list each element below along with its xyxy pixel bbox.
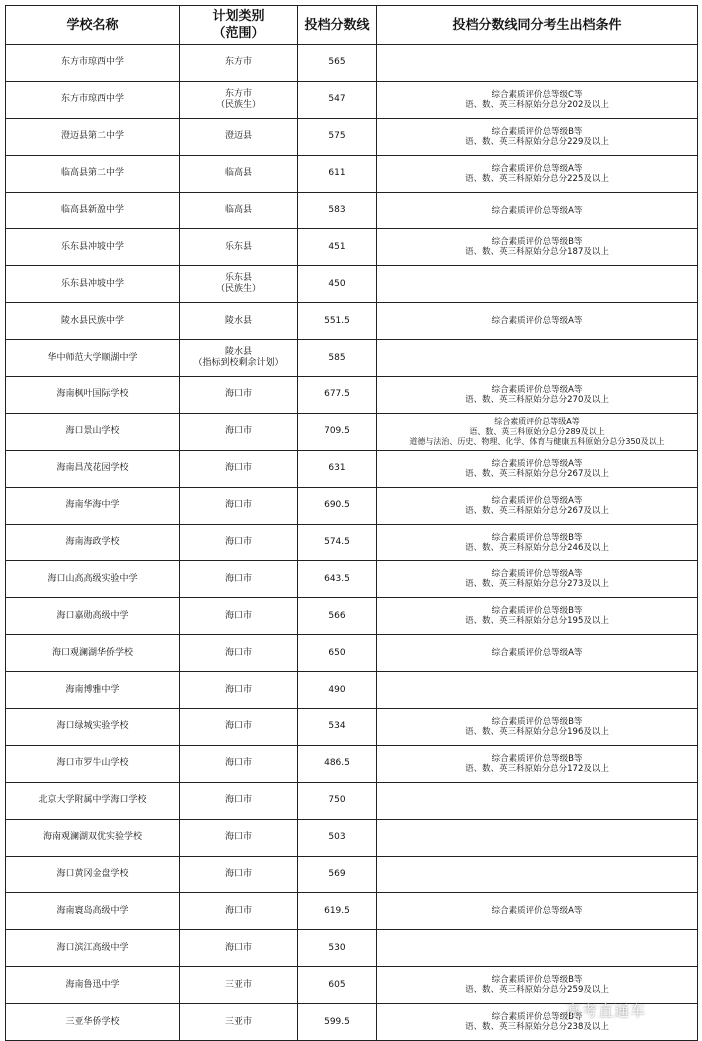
plan-category-line: 东方市 [224,57,252,68]
school-name-cell: 海南鲁迅中学 [6,967,180,1004]
condition-line: 综合素质评价总等级B等 [491,716,583,727]
school-name-cell: 海口滨江高级中学 [6,930,180,967]
school-name-cell: 海南观澜湖双优实验学校 [6,819,180,856]
tie-break-conditions-cell [377,672,698,709]
admission-score-table [5,5,698,1041]
plan-category-cell [180,377,298,414]
tie-break-conditions-cell [377,709,698,746]
plan-category-line: 海口市 [224,942,252,953]
condition-line: 语、数、英三科原始分总分195及以上 [465,616,609,627]
plan-category-line: 乐东县 [224,273,252,284]
table-row [6,598,698,635]
admission-score-cell: 650 [298,635,377,672]
plan-category-line: 海口市 [224,869,252,880]
condition-line: 综合素质评价总等级A等 [494,417,580,427]
plan-category-line: 海口市 [224,500,252,511]
plan-category-cell [180,192,298,229]
plan-category-line: 陵水县 [224,315,252,326]
plan-category-cell [180,450,298,487]
table-row [6,745,698,782]
header-plan-category [180,6,298,45]
tie-break-conditions-cell [377,598,698,635]
school-name-cell: 东方市琼西中学 [6,45,180,82]
school-name-cell: 北京大学附属中学海口学校 [6,782,180,819]
admission-score-cell: 643.5 [298,561,377,598]
school-name-cell: 乐东县冲坡中学 [6,229,180,266]
tie-break-conditions-cell [377,45,698,82]
condition-line: 语、数、英三科原始分总分196及以上 [465,726,609,737]
table-row [6,856,698,893]
header-plan-category-line: 计划类别 [212,9,265,24]
school-name-cell: 澄迈县第二中学 [6,118,180,155]
tie-break-conditions-cell [377,635,698,672]
condition-line: 语、数、英三科原始分总分202及以上 [465,99,609,110]
table-row [6,413,698,450]
condition-line: 综合素质评价总等级A等 [491,569,583,580]
condition-line: 语、数、英三科原始分总分229及以上 [465,136,609,147]
table-row [6,893,698,930]
table-row [6,561,698,598]
condition-line: 语、数、英三科原始分总分267及以上 [465,468,609,479]
plan-category-cell [180,266,298,303]
admission-score-cell: 575 [298,118,377,155]
plan-category-line: 海口市 [224,426,252,437]
school-name-cell: 海南枫叶国际学校 [6,377,180,414]
condition-line: 语、数、英三科原始分总分289及以上 [469,427,605,437]
tie-break-conditions-cell [377,118,698,155]
plan-category-line: 海口市 [224,463,252,474]
condition-line: 语、数、英三科原始分总分172及以上 [465,763,609,774]
admission-score-cell: 530 [298,930,377,967]
school-name-cell: 海口景山学校 [6,413,180,450]
admission-score-cell: 677.5 [298,377,377,414]
condition-line: 综合素质评价总等级A等 [491,458,583,469]
plan-category-cell [180,487,298,524]
table-row [6,303,698,340]
header-plan-category-line: （范围） [212,26,265,41]
plan-category-cell [180,967,298,1004]
plan-category-cell [180,782,298,819]
plan-category-line: 海口市 [224,758,252,769]
plan-category-cell [180,81,298,118]
condition-line: 语、数、英三科原始分总分246及以上 [465,542,609,553]
plan-category-line: 澄迈县 [224,131,252,142]
table-row [6,81,698,118]
plan-category-line: 临高县 [224,205,252,215]
plan-category-line: 海口市 [224,647,252,658]
tie-break-conditions-cell [377,782,698,819]
plan-category-line: （指标到校剩余计划） [193,358,284,369]
table-body [6,45,698,1041]
table-row [6,266,698,303]
school-name-cell: 临高县第二中学 [6,155,180,192]
school-name-cell: 临高县新盈中学 [6,192,180,229]
table-row [6,340,698,377]
plan-category-cell [180,635,298,672]
table-row [6,635,698,672]
plan-category-line: 海口市 [224,610,252,621]
tie-break-conditions-cell [377,229,698,266]
condition-line: 综合素质评价总等级B等 [491,126,583,137]
table-row [6,118,698,155]
table-row [6,377,698,414]
condition-line: 语、数、英三科原始分总分270及以上 [465,394,609,405]
plan-category-line: 海口市 [224,537,252,548]
admission-score-cell: 605 [298,967,377,1004]
condition-line: 综合素质评价总等级B等 [491,606,583,617]
table-header [6,6,698,45]
plan-category-cell [180,598,298,635]
plan-category-cell [180,118,298,155]
plan-category-cell [180,45,298,82]
condition-line: 综合素质评价总等级A等 [491,163,583,174]
plan-category-line: 海口市 [224,573,252,584]
table-row [6,155,698,192]
tie-break-conditions-cell [377,1004,698,1041]
tie-break-conditions-cell [377,745,698,782]
table-row [6,709,698,746]
tie-break-conditions-cell [377,819,698,856]
admission-score-cell: 547 [298,81,377,118]
plan-category-cell [180,1004,298,1041]
tie-break-conditions-cell [377,266,698,303]
plan-category-line: 海口市 [224,905,252,916]
plan-category-cell [180,672,298,709]
table-row [6,450,698,487]
plan-category-line: 海口市 [224,795,252,806]
school-name-cell: 海口嘉勋高级中学 [6,598,180,635]
school-name-cell: 乐东县冲坡中学 [6,266,180,303]
tie-break-conditions-cell [377,81,698,118]
condition-line: 综合素质评价总等级C等 [491,89,583,100]
condition-line: 综合素质评价总等级A等 [491,316,583,327]
tie-break-conditions-cell [377,856,698,893]
admission-score-cell: 750 [298,782,377,819]
tie-break-conditions-cell [377,340,698,377]
condition-line: 综合素质评价总等级B等 [491,1012,583,1023]
tie-break-conditions-cell [377,524,698,561]
table-row [6,229,698,266]
school-name-cell: 海南华海中学 [6,487,180,524]
school-name-cell: 海口观澜湖华侨学校 [6,635,180,672]
condition-line: 综合素质评价总等级A等 [491,648,583,659]
admission-score-cell: 599.5 [298,1004,377,1041]
admission-score-cell: 486.5 [298,745,377,782]
school-name-cell: 海口绿城实验学校 [6,709,180,746]
school-name-cell: 海口山高高级实验中学 [6,561,180,598]
tie-break-conditions-cell [377,377,698,414]
tie-break-conditions-cell [377,450,698,487]
admission-score-cell: 619.5 [298,893,377,930]
plan-category-cell [180,930,298,967]
school-name-cell: 海南昌茂花园学校 [6,450,180,487]
admission-score-cell: 565 [298,45,377,82]
condition-line: 综合素质评价总等级B等 [491,975,583,986]
tie-break-conditions-cell [377,155,698,192]
admission-score-cell: 551.5 [298,303,377,340]
condition-line: 综合素质评价总等级B等 [491,753,583,764]
plan-category-cell [180,745,298,782]
tie-break-conditions-cell [377,413,698,450]
admission-score-cell: 451 [298,229,377,266]
table-row [6,192,698,229]
school-name-cell: 陵水县民族中学 [6,303,180,340]
admission-score-cell: 566 [298,598,377,635]
plan-category-cell [180,561,298,598]
condition-line: 语、数、英三科原始分总分259及以上 [465,985,609,996]
condition-line: 综合素质评价总等级A等 [491,495,583,506]
plan-category-line: 海口市 [224,721,252,732]
table-row [6,782,698,819]
table-row [6,524,698,561]
plan-category-line: 三亚市 [224,1016,252,1027]
admission-score-cell: 569 [298,856,377,893]
admission-score-cell: 611 [298,155,377,192]
admission-score-table-sheet [5,5,697,1041]
admission-score-cell: 583 [298,192,377,229]
condition-line: 语、数、英三科原始分总分225及以上 [465,173,609,184]
header-admission-score: 投档分数线 [298,6,377,45]
condition-line: 语、数、英三科原始分总分267及以上 [465,505,609,516]
plan-category-cell [180,893,298,930]
plan-category-cell [180,524,298,561]
plan-category-cell [180,856,298,893]
school-name-cell: 海南海政学校 [6,524,180,561]
plan-category-line: （民族生） [215,99,261,110]
condition-line: 综合素质评价总等级A等 [491,205,583,216]
admission-score-cell: 503 [298,819,377,856]
table-row [6,672,698,709]
header-row [6,6,698,45]
plan-category-line: 三亚市 [224,979,252,990]
plan-category-cell [180,413,298,450]
condition-line: 综合素质评价总等级B等 [491,532,583,543]
table-row [6,967,698,1004]
plan-category-line: 乐东县 [224,241,252,252]
plan-category-cell [180,709,298,746]
header-school-name: 学校名称 [6,6,180,45]
condition-line: 语、数、英三科原始分总分187及以上 [465,247,609,258]
header-tie-break-conditions: 投档分数线同分考生出档条件 [377,6,698,45]
admission-score-cell: 631 [298,450,377,487]
condition-line: 道德与法治、历史、物理、化学、体育与健康五科原始分总分350及以上 [409,436,665,446]
school-name-cell: 海南寰岛高级中学 [6,893,180,930]
tie-break-conditions-cell [377,893,698,930]
admission-score-cell: 690.5 [298,487,377,524]
tie-break-conditions-cell [377,303,698,340]
plan-category-line: 海口市 [224,832,252,843]
school-name-cell: 海口市罗牛山学校 [6,745,180,782]
condition-line: 语、数、英三科原始分总分238及以上 [465,1022,609,1033]
condition-line: 语、数、英三科原始分总分273及以上 [465,579,609,590]
condition-line: 综合素质评价总等级A等 [491,384,583,395]
table-row [6,819,698,856]
tie-break-conditions-cell [377,192,698,229]
admission-score-cell: 585 [298,340,377,377]
table-row [6,487,698,524]
condition-line: 综合素质评价总等级A等 [491,906,583,917]
admission-score-cell: 490 [298,672,377,709]
plan-category-cell [180,229,298,266]
tie-break-conditions-cell [377,967,698,1004]
plan-category-line: 临高县 [224,168,252,179]
plan-category-cell [180,340,298,377]
plan-category-cell [180,303,298,340]
tie-break-conditions-cell [377,561,698,598]
plan-category-line: 陵水县 [224,347,252,358]
plan-category-cell [180,819,298,856]
school-name-cell: 东方市琼西中学 [6,81,180,118]
school-name-cell: 海口黄冈金盘学校 [6,856,180,893]
school-name-cell: 三亚华侨学校 [6,1004,180,1041]
admission-score-cell: 709.5 [298,413,377,450]
plan-category-line: （民族生） [215,284,261,295]
school-name-cell: 华中师范大学顺湖中学 [6,340,180,377]
admission-score-cell: 450 [298,266,377,303]
plan-category-line: 海口市 [224,684,252,695]
admission-score-cell: 534 [298,709,377,746]
school-name-cell: 海南博雅中学 [6,672,180,709]
tie-break-conditions-cell [377,930,698,967]
table-row [6,930,698,967]
table-row [6,45,698,82]
plan-category-line: 海口市 [224,389,252,400]
admission-score-cell: 574.5 [298,524,377,561]
plan-category-cell [180,155,298,192]
tie-break-conditions-cell [377,487,698,524]
condition-line: 综合素质评价总等级B等 [491,237,583,248]
plan-category-line: 东方市 [224,88,252,99]
watermark-text: 高考直通车 [566,1002,647,1020]
